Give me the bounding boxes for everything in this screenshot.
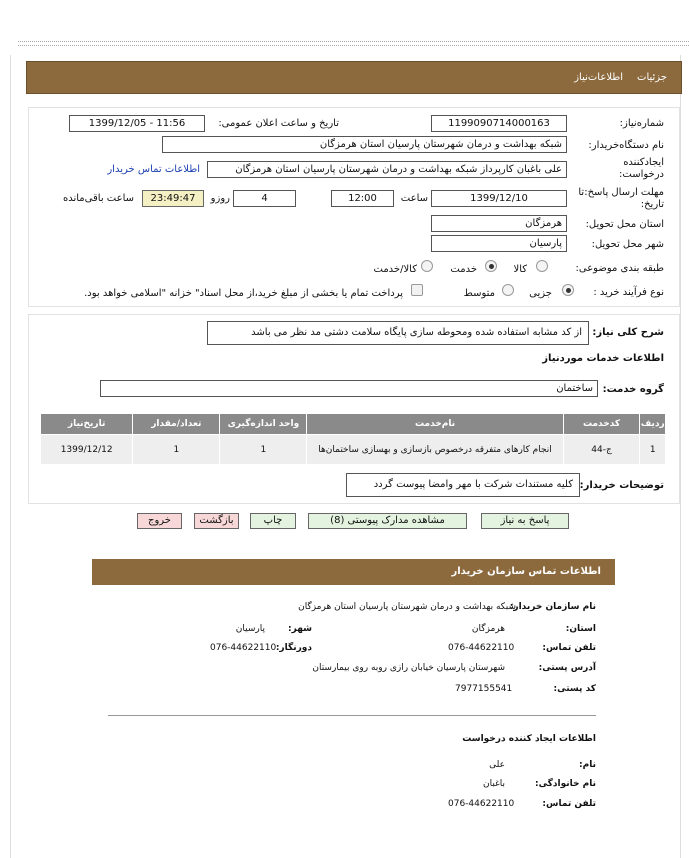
buyer-contact-link[interactable]: اطلاعات تماس خریدار — [107, 164, 200, 175]
services-table — [40, 413, 666, 465]
remaining-label: ساعت باقی‌مانده — [62, 193, 134, 204]
table-header-cell: نام‌خدمت — [307, 414, 563, 435]
top-divider — [18, 41, 689, 42]
category-service-label: خدمت — [450, 264, 477, 275]
org-value: شبکه بهداشت و درمان شهرستان پارسیان استان هرمزگان — [298, 602, 516, 612]
process-medium-label: متوسط — [463, 288, 495, 299]
category-service-radio[interactable] — [485, 260, 497, 272]
service-group-label: گروه خدمت: — [602, 384, 664, 395]
contact-province-label: استان: — [565, 624, 596, 634]
postal-code-label: کد پستی: — [553, 684, 596, 694]
table-row — [41, 435, 666, 465]
announce-field: 1399/12/05 - 11:56 — [69, 115, 205, 132]
table-cell: 1 — [133, 435, 220, 465]
creator-phone-value: 076-44622110 — [448, 799, 515, 809]
header-bar — [26, 61, 682, 94]
creator-family-label: نام خانوادگی: — [534, 779, 596, 789]
contact-header: اطلاعات تماس سازمان خریدار — [92, 559, 615, 585]
org-label: نام سازمان خریدار: — [509, 602, 596, 612]
table-header-cell: کدخدمت — [563, 414, 640, 435]
view-documents-button[interactable]: مشاهده مدارک پیوستی (8) — [308, 513, 467, 529]
contact-divider — [108, 715, 596, 716]
need-number-field: 1199090714000163 — [431, 115, 567, 132]
tab-need-info[interactable]: اطلاعات‌نیاز — [574, 72, 624, 83]
process-medium-radio[interactable] — [502, 284, 514, 296]
contact-phone-label: تلفن تماس: — [542, 643, 596, 653]
table-cell: ج-44 — [563, 435, 640, 465]
announce-label: تاریخ و ساعت اعلان عمومی: — [218, 118, 339, 129]
creator-field: علی باغبان کارپرداز شبکه بهداشت و درمان شهرستان پارسیان استان هرمزگان — [207, 161, 567, 178]
table-header-cell: واحد اندازه‌گیری — [220, 414, 307, 435]
province-label: استان محل تحویل: — [585, 219, 664, 230]
postal-code-value: 7977155541 — [455, 684, 513, 694]
time-label: ساعت — [400, 193, 428, 204]
buyer-field: شبکه بهداشت و درمان شهرستان پارسیان استان هرمزگان — [162, 136, 567, 153]
province-field: هرمزگان — [431, 215, 567, 232]
category-goods-label: کالا — [513, 264, 527, 275]
deadline-time-field: 12:00 — [331, 190, 394, 207]
tab-details[interactable]: جزئیات — [637, 72, 667, 83]
address-label: آدرس پستی: — [538, 663, 596, 673]
table-cell: انجام کارهای متفرقه درخصوص بازسازی و بهسازی ساختمان‌ها — [307, 435, 563, 465]
process-minor-label: جزیی — [529, 288, 552, 299]
creator-family-value: باغبان — [482, 779, 505, 789]
category-both-radio[interactable] — [421, 260, 433, 272]
table-header-cell: تاریخ‌نیاز — [41, 414, 133, 435]
creator-section-title: اطلاعات ایجاد کننده درخواست — [462, 734, 596, 744]
category-goods-radio[interactable] — [536, 260, 548, 272]
top-divider-2 — [18, 45, 689, 46]
process-label: نوع فرآیند خرید : — [593, 287, 664, 298]
table-cell: 1 — [220, 435, 307, 465]
need-number-label: شماره‌نیاز: — [619, 118, 664, 129]
category-label: طبقه بندی موضوعی: — [575, 263, 664, 274]
creator-label-1: ایجادکننده — [623, 157, 664, 168]
category-both-label: کالا/خدمت — [373, 264, 417, 275]
table-header-cell: تعداد/مقدار — [133, 414, 220, 435]
buyer-notes-label: توضیحات خریدار: — [579, 480, 664, 491]
description-label: شرح کلی نیاز: — [592, 327, 664, 338]
treasury-payment-checkbox[interactable] — [411, 284, 423, 296]
contact-city-label: شهر: — [288, 624, 312, 634]
days-field: 4 — [233, 190, 296, 207]
deadline-label-1: مهلت ارسال پاسخ:تا — [578, 187, 664, 198]
buyer-notes-box: کلیه مستندات شرکت با مهر وامضا پیوست گردد — [346, 473, 580, 497]
fax-label: دورنگار: — [275, 643, 312, 653]
table-header-cell: ردیف — [640, 414, 666, 435]
page-border-right — [680, 55, 681, 858]
contact-city-value: پارسیان — [235, 624, 265, 634]
days-label: روزو — [210, 193, 230, 204]
exit-button[interactable]: خروج — [137, 513, 182, 529]
treasury-payment-note: پرداخت تمام یا بخشی از مبلغ خرید،از محل اسناد" خزانه "اسلامی خواهد بود. — [84, 288, 403, 299]
creator-name-value: علی — [489, 760, 505, 770]
creator-name-label: نام: — [579, 760, 596, 770]
table-cell: 1 — [640, 435, 666, 465]
address-value: شهرستان پارسیان خیابان رازی روبه روی بیمارستان — [312, 663, 505, 673]
service-group-field: ساختمان — [100, 380, 598, 397]
buyer-label: نام دستگاه‌خریدار: — [588, 140, 664, 151]
fax-value: 076-44622110 — [210, 643, 277, 653]
print-button[interactable]: چاپ — [250, 513, 296, 529]
remaining-time-field: 23:49:47 — [142, 190, 204, 207]
contact-phone-value: 076-44622110 — [448, 643, 515, 653]
city-label: شهر محل تحویل: — [591, 239, 664, 250]
deadline-label-2: تاریخ: — [640, 199, 664, 210]
city-field: پارسیان — [431, 235, 567, 252]
process-minor-radio[interactable] — [562, 284, 574, 296]
page-border-left — [10, 55, 11, 858]
table-cell: 1399/12/12 — [41, 435, 133, 465]
creator-label-2: درخواست: — [619, 169, 664, 180]
description-box: از کد مشابه استفاده شده ومحوطه سازی پایگاه سلامت دشتی مد نظر می باشد — [207, 321, 589, 345]
back-button[interactable]: بازگشت — [194, 513, 239, 529]
deadline-date-field: 1399/12/10 — [431, 190, 567, 207]
reply-button[interactable]: پاسخ به نیاز — [481, 513, 569, 529]
creator-phone-label: تلفن تماس: — [542, 799, 596, 809]
services-title: اطلاعات خدمات موردنیاز — [542, 353, 664, 364]
contact-province-value: هرمزگان — [471, 624, 505, 634]
